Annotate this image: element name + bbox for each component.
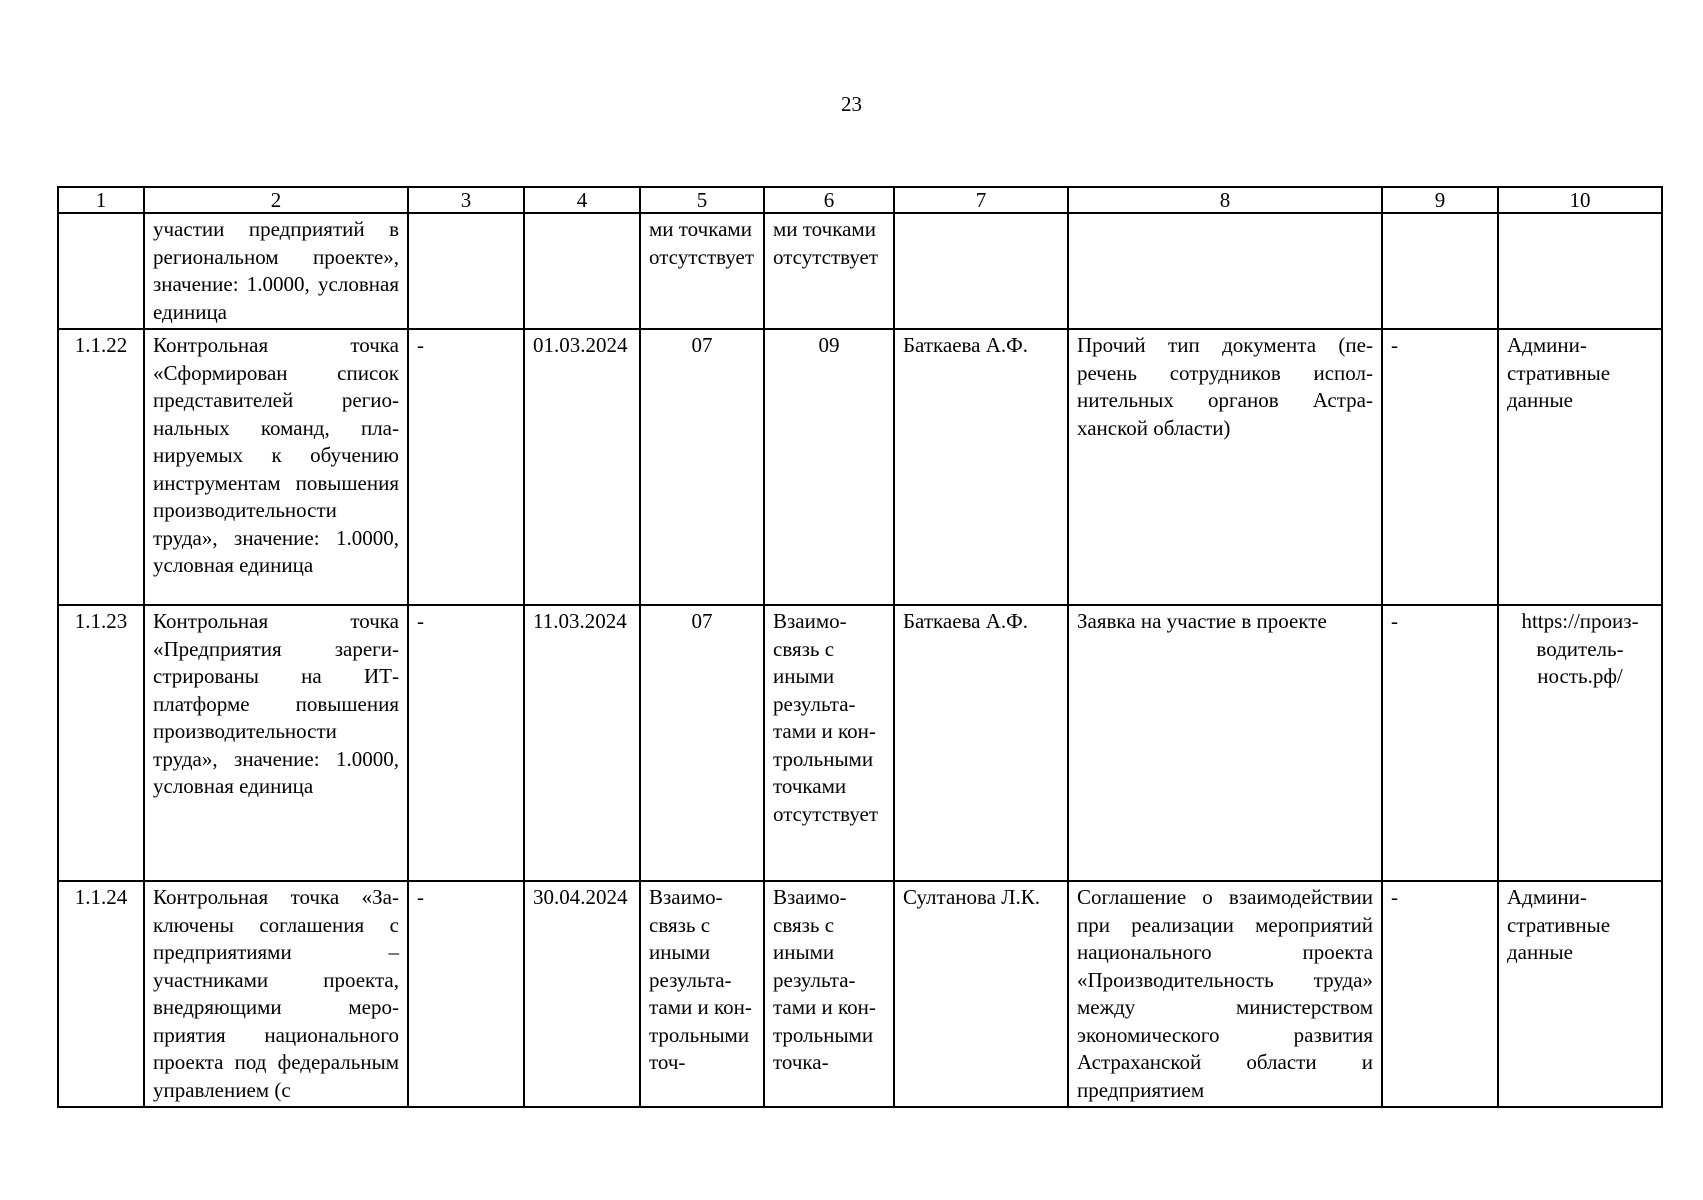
row-number: [58, 213, 144, 329]
document-type: Заявка на участие в проекте: [1068, 605, 1382, 881]
document-type: [1068, 213, 1382, 329]
column-5-value: 07: [640, 605, 764, 881]
page-number: 23: [841, 92, 862, 116]
column-header: 4: [524, 187, 640, 213]
column-3-value: -: [408, 605, 524, 881]
control-point-description: Контрольная точка «Сформирован список представителей региональных команд, планируемых к обучению инструментам повышения производительности труда», значение: 1.0000, условная единица: [144, 329, 408, 605]
control-points-table: [57, 186, 1663, 1108]
responsible-person: Баткаева А.Ф.: [894, 329, 1068, 605]
due-date: 01.03.2024: [524, 329, 640, 605]
document-type: Прочий тип документа (перечень сотрудников исполнительных органов Астраханской области): [1068, 329, 1382, 605]
column-5-value: 07: [640, 329, 764, 605]
due-date: 11.03.2024: [524, 605, 640, 881]
column-9-value: -: [1382, 605, 1498, 881]
column-3-value: -: [408, 881, 524, 1107]
column-header: 6: [764, 187, 894, 213]
column-header: 3: [408, 187, 524, 213]
row-number: 1.1.22: [58, 329, 144, 605]
column-9-value: [1382, 213, 1498, 329]
column-6-value: Взаимосвязь с иными результатами и контрольными точками отсутствует: [764, 605, 894, 881]
table-row: [58, 605, 1662, 881]
data-source: Административные данные: [1498, 329, 1662, 605]
control-point-description: Контрольная точка «Заключены соглашения с предприятиями – участниками проекта, внедряющими мероприятия национального проекта под федеральным управлением (с: [144, 881, 408, 1107]
column-number-row: [58, 187, 1662, 213]
table-row: [58, 329, 1662, 605]
column-9-value: -: [1382, 329, 1498, 605]
due-date: [524, 213, 640, 329]
table-row: [58, 881, 1662, 1107]
column-header: 10: [1498, 187, 1662, 213]
column-5-value: Взаимосвязь с иными результатами и контрольными точ-: [640, 881, 764, 1107]
data-source: https://производительность.рф/: [1498, 605, 1662, 881]
column-6-value: 09: [764, 329, 894, 605]
column-header: 8: [1068, 187, 1382, 213]
responsible-person: Баткаева А.Ф.: [894, 605, 1068, 881]
responsible-person: [894, 213, 1068, 329]
document-type: Соглашение о взаимодействии при реализации мероприятий национального проекта «Производительность труда» между министерством экономического развития Астраханской области и предприятием: [1068, 881, 1382, 1107]
column-3-value: -: [408, 329, 524, 605]
column-3-value: [408, 213, 524, 329]
responsible-person: Султанова Л.К.: [894, 881, 1068, 1107]
table-row: [58, 213, 1662, 329]
control-point-description: Контрольная точка «Предприятия зарегистрированы на ИТ-платформе повышения производительности труда», значение: 1.0000, условная единица: [144, 605, 408, 881]
column-6-value: ми точками отсутствует: [764, 213, 894, 329]
column-header: 9: [1382, 187, 1498, 213]
data-source: Административные данные: [1498, 881, 1662, 1107]
control-point-description: участии предприятий в региональном проекте», значение: 1.0000, условная единица: [144, 213, 408, 329]
column-header: 5: [640, 187, 764, 213]
column-header: 2: [144, 187, 408, 213]
data-source: [1498, 213, 1662, 329]
column-header: 1: [58, 187, 144, 213]
column-5-value: ми точками отсутствует: [640, 213, 764, 329]
column-9-value: -: [1382, 881, 1498, 1107]
row-number: 1.1.23: [58, 605, 144, 881]
row-number: 1.1.24: [58, 881, 144, 1107]
due-date: 30.04.2024: [524, 881, 640, 1107]
column-header: 7: [894, 187, 1068, 213]
column-6-value: Взаимосвязь с иными результатами и контрольными точка-: [764, 881, 894, 1107]
